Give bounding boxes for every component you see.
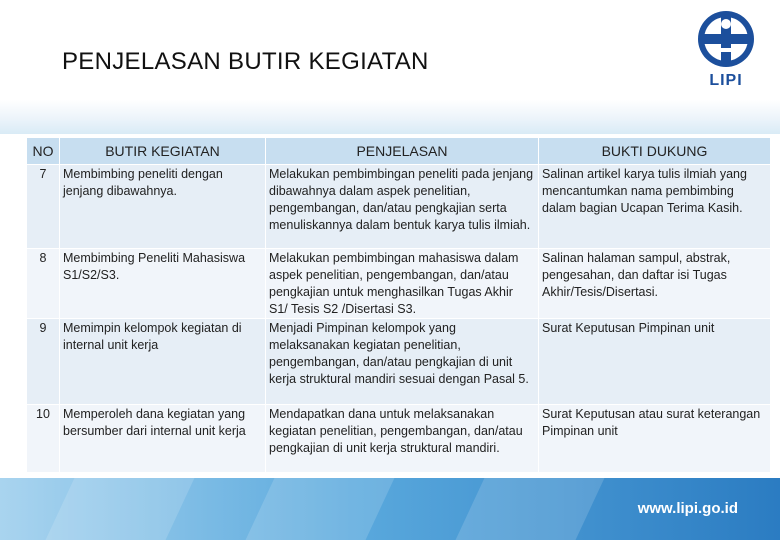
header-bukti-dukung: BUKTI DUKUNG — [539, 138, 771, 165]
table-row — [27, 319, 771, 405]
activity-table — [26, 137, 770, 473]
cell-butir: Memperoleh dana kegiatan yang bersumber dari internal unit kerja — [60, 405, 266, 473]
header-no: NO — [27, 138, 60, 165]
table-row — [27, 405, 771, 473]
footer-band — [0, 478, 780, 540]
cell-bukti: Salinan halaman sampul, abstrak, pengesahan, dan daftar isi Tugas Akhir/Tesis/Disertasi. — [539, 249, 771, 319]
cell-no: 9 — [27, 319, 60, 405]
cell-no: 8 — [27, 249, 60, 319]
cell-bukti: Salinan artikel karya tulis ilmiah yang mencantumkan nama pembimbing dalam bagian Ucapan Terima Kasih. — [539, 165, 771, 249]
cell-penjelasan: Melakukan pembimbingan mahasiswa dalam aspek penelitian, pengembangan, dan/atau pengkajian untuk menghasilkan Tugas Akhir S1/ Tesis S2 /Disertasi S3. — [266, 249, 539, 319]
cell-penjelasan: Menjadi Pimpinan kelompok yang melaksanakan kegiatan penelitian, pengembangan, dan/atau pengkajian di unit kerja struktural mandiri sesuai dengan Pasal 5. — [266, 319, 539, 405]
table-row — [27, 165, 771, 249]
cell-butir: Membimbing Peneliti Mahasiswa S1/S2/S3. — [60, 249, 266, 319]
slide-title: PENJELASAN BUTIR KEGIATAN — [62, 48, 429, 75]
website-link[interactable]: www.lipi.go.id — [637, 500, 738, 517]
cell-bukti: Surat Keputusan atau surat keterangan Pimpinan unit — [539, 405, 771, 473]
cell-no: 10 — [27, 405, 60, 473]
cell-penjelasan: Mendapatkan dana untuk melaksanakan kegiatan penelitian, pengembangan, dan/atau pengkajian di unit kerja struktural mandiri. — [266, 405, 539, 473]
cell-butir: Membimbing peneliti dengan jenjang dibawahnya. — [60, 165, 266, 249]
cell-bukti: Surat Keputusan Pimpinan unit — [539, 319, 771, 405]
logo-text: LIPI — [709, 72, 743, 89]
lipi-logo-icon — [690, 8, 762, 70]
table-header-row — [27, 138, 771, 165]
header-penjelasan: PENJELASAN — [266, 138, 539, 165]
header-band — [0, 100, 780, 134]
header-butir-kegiatan: BUTIR KEGIATAN — [60, 138, 266, 165]
table-row — [27, 249, 771, 319]
lipi-logo — [690, 8, 762, 92]
cell-penjelasan: Melakukan pembimbingan peneliti pada jenjang dibawahnya dalam aspek penelitian, pengembangan, dan/atau pengkajian serta menuliskannya dalam bentuk karya tulis ilmiah. — [266, 165, 539, 249]
cell-no: 7 — [27, 165, 60, 249]
cell-butir: Memimpin kelompok kegiatan di internal unit kerja — [60, 319, 266, 405]
